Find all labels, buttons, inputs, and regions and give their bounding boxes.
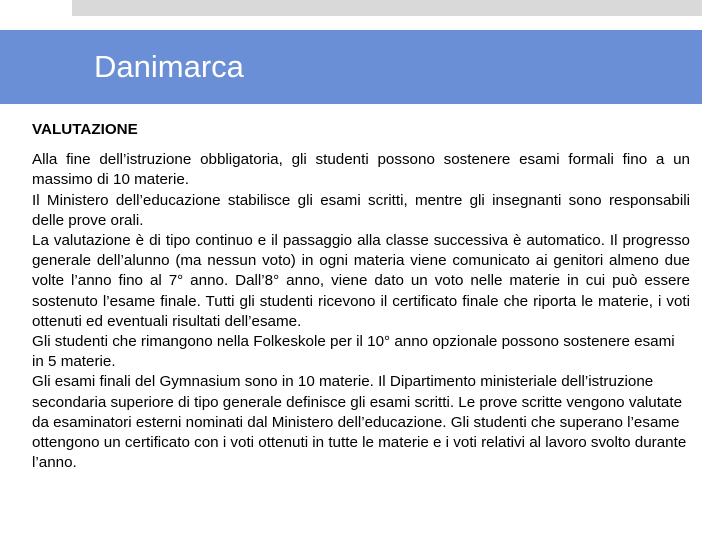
paragraph-2: Il Ministero dell’educazione stabilisce gli esami scritti, mentre gli insegnanti sono responsabili delle prove orali. xyxy=(32,191,690,229)
slide-body xyxy=(32,120,690,473)
paragraph-4: Gli studenti che rimangono nella Folkeskole per il 10° anno opzionale possono sostenere esami in 5 materie. xyxy=(32,333,675,371)
paragraph-5: Gli esami finali del Gymnasium sono in 10 materie. Il Dipartimento ministeriale dell’istruzione secondaria superiore di tipo generale definisce gli esami scritti. Le prove scritte vengono valutate da esaminatori esterni nominati dal Ministero dell’educazione. Gli studenti che superano l’esame ottengono un certificato con i voti ottenuti in tutte le materie e i voti relativi al lavoro svolto durante l’anno. xyxy=(32,373,687,472)
paragraph-1: Alla fine dell’istruzione obbligatoria, gli studenti possono sostenere esami formali fino a un massimo di 10 materie. xyxy=(32,151,690,189)
top-decorative-strip xyxy=(72,0,702,16)
section-heading: VALUTAZIONE xyxy=(32,121,138,138)
slide-title: Danimarca xyxy=(94,49,244,84)
paragraph-3: La valutazione è di tipo continuo e il passaggio alla classe successiva è automatico. Il progresso generale dell’alunno (ma nessun voto) in ogni materia viene comunicato ai genitori almeno due volte l’anno fino al 7° anno. Dall’8° anno, viene dato un voto nelle materie in cui può essere sostenuto l’esame finale. Tutti gli studenti ricevono il certificato finale che riporta le materie, i voti ottenuti ed eventuali risultati dell’esame. xyxy=(32,232,690,330)
